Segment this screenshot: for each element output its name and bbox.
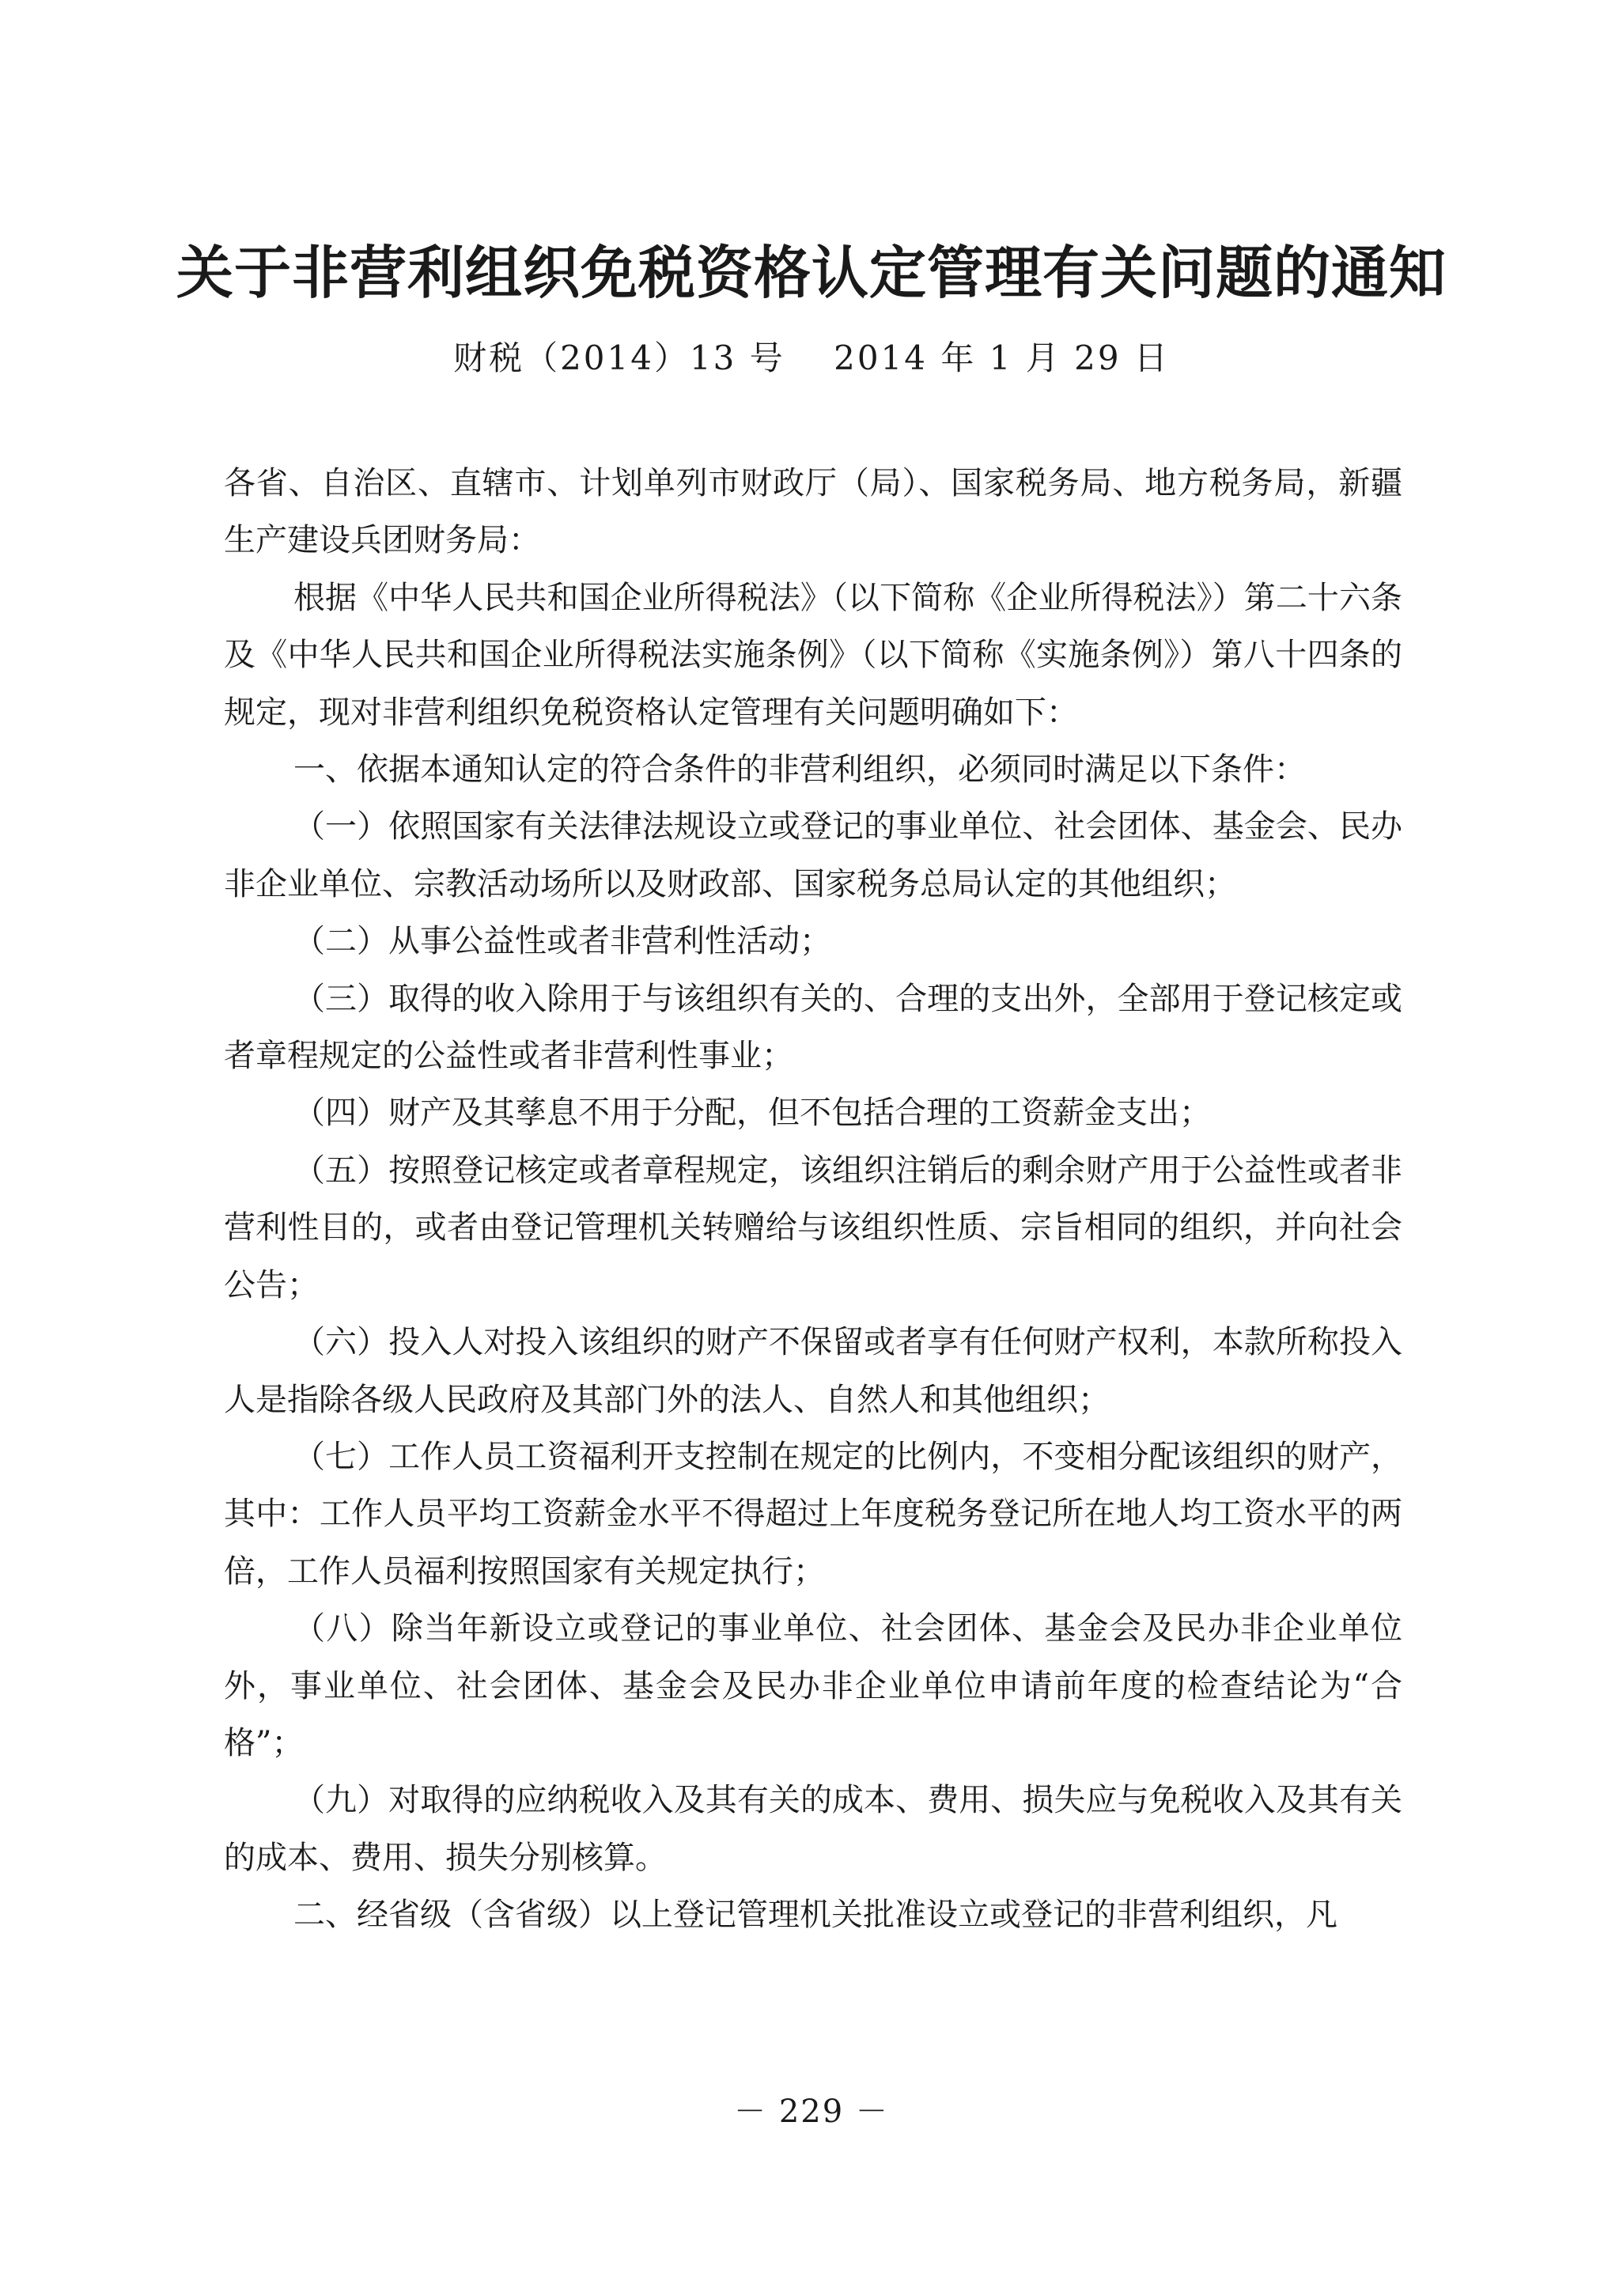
paragraph-item-6: （六）投入人对投入该组织的财产不保留或者享有任何财产权利，本款所称投入人是指除各级人民政府及其部门外的法人、自然人和其他组织； <box>224 1324 1402 1418</box>
paragraph-item-3: （三）取得的收入除用于与该组织有关的、合理的支出外，全部用于登记核定或者章程规定的公益性或者非营利性事业； <box>224 980 1402 1075</box>
paragraph-section-1: 一、依据本通知认定的符合条件的非营利组织，必须同时满足以下条件： <box>293 751 1306 789</box>
paragraph-item-4: （四）财产及其孳息不用于分配，但不包括合理的工资薪金支出； <box>293 1095 1211 1132</box>
document-number-date: 财税（2014）13 号 2014 年 1 月 29 日 <box>453 339 1170 377</box>
paragraph-item-9: （九）对取得的应纳税收入及其有关的成本、费用、损失应与免税收入及其有关的成本、费用、损失分别核算。 <box>224 1782 1402 1876</box>
paragraph-item-5: （五）按照登记核定或者章程规定，该组织注销后的剩余财产用于公益性或者非营利性目的，或者由登记管理机关转赠给与该组织性质、宗旨相同的组织，并向社会公告； <box>224 1152 1402 1303</box>
paragraph-item-8: （八）除当年新设立或登记的事业单位、社会团体、基金会及民办非企业单位外，事业单位、社会团体、基金会及民办非企业单位申请前年度的检查结论为“合格”； <box>224 1610 1402 1761</box>
paragraph-section-2: 二、经省级（含省级）以上登记管理机关批准设立或登记的非营利组织，凡 <box>293 1897 1337 1934</box>
paragraph-item-7: （七）工作人员工资福利开支控制在规定的比例内，不变相分配该组织的财产，其中：工作人员平均工资薪金水平不得超过上年度税务登记所在地人均工资水平的两倍，工作人员福利按照国家有关规定执行； <box>224 1438 1402 1590</box>
document-body <box>224 455 1402 1944</box>
paragraph-preamble: 根据《中华人民共和国企业所得税法》（以下简称《企业所得税法》）第二十六条及《中华人民共和国企业所得税法实施条例》（以下简称《实施条例》）第八十四条的规定，现对非营利组织免税资格认定管理有关问题明确如下： <box>224 579 1402 731</box>
page-number: － 229 － <box>734 2094 889 2130</box>
paragraph-item-2: （二）从事公益性或者非营利性活动； <box>293 923 831 960</box>
paragraph-item-1: （一）依照国家有关法律法规设立或登记的事业单位、社会团体、基金会、民办非企业单位、宗教活动场所以及财政部、国家税务总局认定的其他组织； <box>224 808 1402 902</box>
document-title: 关于非营利组织免税资格认定管理有关问题的通知 <box>176 240 1447 306</box>
addressee: 各省、自治区、直辖市、计划单列市财政厅（局）、国家税务局、地方税务局，新疆生产建设兵团财务局： <box>224 465 1402 559</box>
